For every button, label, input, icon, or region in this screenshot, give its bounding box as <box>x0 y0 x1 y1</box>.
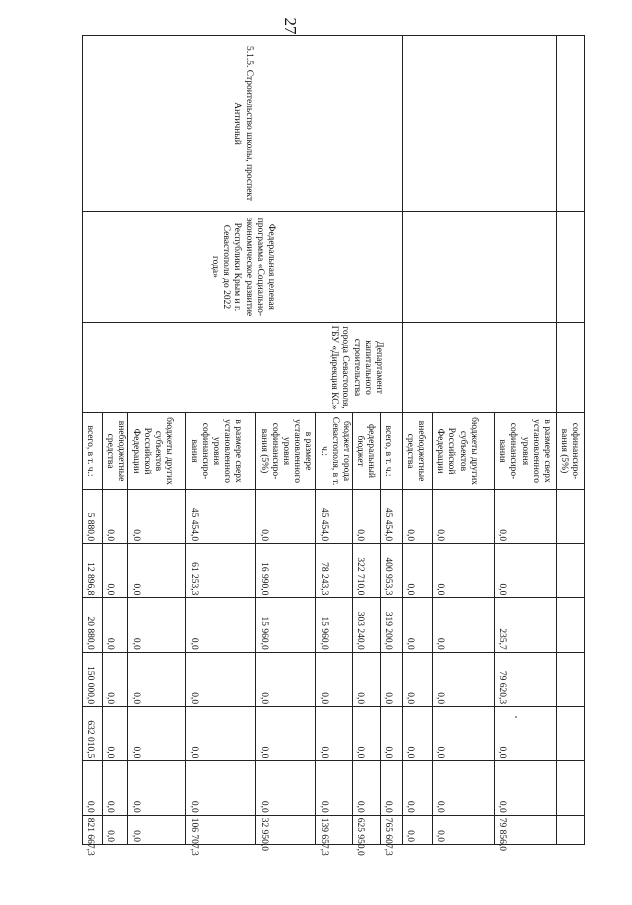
value-cell: 45 454,0 <box>316 489 353 543</box>
value-cell: 0,0 <box>433 489 495 543</box>
value-cell: 0,0 <box>495 544 557 598</box>
total-cell: 625 950,0 <box>353 815 381 844</box>
project-name: 5.1.5. Строительство школы, проспект Античный <box>82 36 402 212</box>
value-cell <box>557 707 585 761</box>
value-cell: 0,0 <box>381 652 403 706</box>
value-cell: 0,0 <box>256 761 316 815</box>
value-cell: 0,0 <box>403 707 433 761</box>
value-cell: 0,0 <box>381 707 403 761</box>
value-cell: 0,0 <box>186 761 256 815</box>
value-cell: 15 960,0 <box>256 598 316 652</box>
source-label: бюджеты других субъектов Российской Федерации <box>433 413 495 489</box>
value-cell <box>557 544 585 598</box>
value-cell: 0,0 <box>433 652 495 706</box>
total-cell: 765 607,3 <box>381 815 403 844</box>
rotated-page <box>85 35 585 856</box>
value-cell: 0,0 <box>381 761 403 815</box>
value-cell: 20 880,0 <box>82 598 102 652</box>
value-cell: 0,0 <box>403 652 433 706</box>
source-label: внебюджетные средства <box>403 413 433 489</box>
value-cell: 0,0 <box>102 598 127 652</box>
table-row <box>557 36 585 845</box>
cell-empty <box>403 212 557 323</box>
source-label: федеральный бюджет <box>353 413 381 489</box>
source-label: внебюджетные средства <box>102 413 127 489</box>
value-cell: 0,0 <box>128 652 186 706</box>
value-cell: 0,0 <box>403 489 433 543</box>
value-cell: 303 240,0 <box>353 598 381 652</box>
value-cell: 0,0 <box>102 489 127 543</box>
value-cell: 0,0 <box>256 489 316 543</box>
value-cell: 0,0 <box>102 761 127 815</box>
source-label: всего, в т. ч.: <box>381 413 403 489</box>
value-cell: 400 953,3 <box>381 544 403 598</box>
value-cell: 0,0 <box>316 652 353 706</box>
value-cell: 0,0 <box>128 761 186 815</box>
value-cell: 0,0 <box>353 707 381 761</box>
value-cell: 0,0 <box>256 707 316 761</box>
value-cell: 0,0 <box>495 707 557 761</box>
value-cell: 0,0 <box>353 489 381 543</box>
value-cell: 0,0 <box>256 652 316 706</box>
cell-empty <box>557 322 585 413</box>
value-cell: 0,0 <box>102 652 127 706</box>
value-cell: 319 200,0 <box>381 598 403 652</box>
cell-empty <box>557 36 585 212</box>
source-label: софинансиро-вания (5%) <box>557 413 585 489</box>
table-row <box>381 36 403 845</box>
value-cell: 0,0 <box>186 652 256 706</box>
source-label: в размере сверх установленного уровня софинансиро-вания <box>495 413 557 489</box>
value-cell: 0,0 <box>128 489 186 543</box>
value-cell: 61 253,3 <box>186 544 256 598</box>
cell-empty <box>403 36 557 212</box>
value-cell: 0,0 <box>186 598 256 652</box>
page-number: 27 <box>281 17 300 35</box>
total-cell: 0,0 <box>128 815 186 844</box>
value-cell: 0,0 <box>353 761 381 815</box>
total-cell: 821 667,3 <box>82 815 102 844</box>
total-cell: 79 856,0 <box>495 815 557 844</box>
value-cell: 0,0 <box>128 598 186 652</box>
executor-name: Департамент капитального строительства города Севастополя, ГБУ «Дирекция КС» <box>82 322 402 413</box>
source-label: всего, в т. ч.: <box>82 413 102 489</box>
value-cell <box>557 761 585 815</box>
value-cell: 0,0 <box>128 707 186 761</box>
value-cell: 0,0 <box>403 761 433 815</box>
value-cell: 45 454,0 <box>381 489 403 543</box>
value-cell <box>557 489 585 543</box>
value-cell: 0,0 <box>186 707 256 761</box>
value-cell: 0,0 <box>433 707 495 761</box>
value-cell: 150 000,0 <box>82 652 102 706</box>
cell-empty <box>557 212 585 323</box>
value-cell: 0,0 <box>316 761 353 815</box>
value-cell: 235,7 <box>495 598 557 652</box>
total-cell: 139 657,3 <box>316 815 353 844</box>
value-cell: 0,0 <box>495 761 557 815</box>
value-cell <box>557 652 585 706</box>
source-label: бюджет города Севастополя, в т. ч.: <box>316 413 353 489</box>
value-cell: 78 243,3 <box>316 544 353 598</box>
total-cell: 32 950,0 <box>256 815 316 844</box>
value-cell: 0,0 <box>353 652 381 706</box>
table-body <box>82 36 584 856</box>
value-cell: 0,0 <box>102 707 127 761</box>
value-cell <box>557 598 585 652</box>
value-cell: 0,0 <box>433 761 495 815</box>
total-cell <box>557 815 585 844</box>
source-label: бюджеты других субъектов Российской Федерации <box>128 413 186 489</box>
value-cell: 5 880,0 <box>82 489 102 543</box>
value-cell: 0,0 <box>82 761 102 815</box>
value-cell: 16 990,0 <box>256 544 316 598</box>
value-cell: 0,0 <box>495 489 557 543</box>
value-cell: 0,0 <box>433 544 495 598</box>
value-cell: 0,0 <box>403 544 433 598</box>
value-cell: 79 620,3 <box>495 652 557 706</box>
total-cell: 0,0 <box>102 815 127 844</box>
value-cell: 0,0 <box>433 598 495 652</box>
table-row <box>495 36 557 845</box>
cell-empty <box>403 322 557 413</box>
source-label: в размере установленного уровня софинансиро-вания (5%) <box>256 413 316 489</box>
value-cell: 0,0 <box>316 707 353 761</box>
source-label: в размере сверх установленного уровня софинансиро-вания <box>186 413 256 489</box>
budget-table <box>82 35 585 856</box>
value-cell: 45 454,0 <box>186 489 256 543</box>
value-cell: 15 960,0 <box>316 598 353 652</box>
total-cell: 0,0 <box>403 815 433 844</box>
value-cell: 632 010,5 <box>82 707 102 761</box>
total-cell: 0,0 <box>433 815 495 844</box>
total-cell: 106 707,3 <box>186 815 256 844</box>
value-cell: 0,0 <box>403 598 433 652</box>
value-cell: 12 896,8 <box>82 544 102 598</box>
program-name: Федеральная целевая программа «Социально-экономическое развитие Республики Крым и г. Севастополя до 2022 года» <box>82 212 402 323</box>
value-cell: 0,0 <box>102 544 127 598</box>
value-cell: 0,0 <box>128 544 186 598</box>
value-cell: 322 710,0 <box>353 544 381 598</box>
